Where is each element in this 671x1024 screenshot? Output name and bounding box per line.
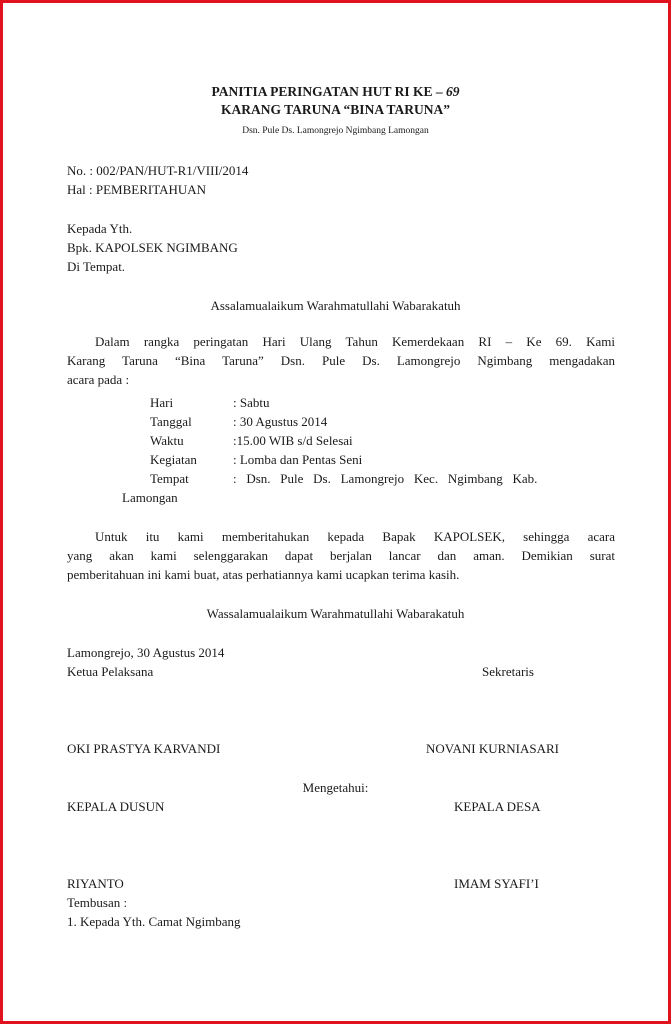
- detail-place-continued: Lamongan: [122, 490, 178, 505]
- paragraph-1-line-2: Karang Taruna “Bina Taruna” Dsn. Pule Ds. Lamongrejo Ngimbang mengadakan: [67, 353, 615, 368]
- detail-value-time: :15.00 WIB s/d Selesai: [233, 433, 353, 448]
- closing-greeting: Wassalamualaikum Warahmatullahi Wabarakatuh: [206, 606, 465, 621]
- paragraph-2-line-2: yang akan kami selenggarakan dapat berjalan lancar dan aman. Demikian surat: [67, 548, 615, 563]
- signature-left-name: OKI PRASTYA KARVANDI: [67, 741, 221, 756]
- detail-label-date: Tanggal: [150, 414, 192, 429]
- letter-title: [0, 84, 671, 100]
- letter-title-prefix: PANITIA PERINGATAN HUT RI KE –: [211, 84, 447, 99]
- paragraph-2-line-3: pemberitahuan ini kami buat, atas perhatiannya kami ucapkan terima kasih.: [67, 567, 460, 582]
- detail-value-activity: : Lomba dan Pentas Seni: [233, 452, 363, 467]
- letter-subtitle: KARANG TARUNA “BINA TARUNA”: [221, 102, 450, 117]
- signature-left-role: Ketua Pelaksana: [67, 664, 154, 679]
- paragraph-1-line-3: acara pada :: [67, 372, 130, 387]
- recipient-line-1: Kepada Yth.: [67, 221, 133, 236]
- recipient-line-3: Di Tempat.: [67, 259, 126, 274]
- detail-label-day: Hari: [150, 395, 174, 410]
- paragraph-1-line-1: Dalam rangka peringatan Hari Ulang Tahun Kemerdekaan RI – Ke 69. Kami: [95, 334, 615, 349]
- signature-right-role: Sekretaris: [482, 664, 534, 679]
- detail-value-place: : Dsn. Pule Ds. Lamongrejo Kec. Ngimbang Kab.: [233, 471, 538, 486]
- opening-greeting: Assalamualaikum Warahmatullahi Wabarakatuh: [210, 298, 461, 313]
- detail-label-time: Waktu: [150, 433, 184, 448]
- recipient-line-2: Bpk. KAPOLSEK NGIMBANG: [67, 240, 238, 255]
- letter-number: No. : 002/PAN/HUT-R1/VIII/2014: [67, 163, 249, 178]
- place-and-date: Lamongrejo, 30 Agustus 2014: [67, 645, 225, 660]
- signature-left-name-2: RIYANTO: [67, 876, 124, 891]
- paragraph-2-line-1: Untuk itu kami memberitahukan kepada Bapak KAPOLSEK, sehingga acara: [95, 529, 615, 544]
- detail-label-activity: Kegiatan: [150, 452, 197, 467]
- detail-value-date: : 30 Agustus 2014: [233, 414, 328, 429]
- cc-label: Tembusan :: [67, 895, 128, 910]
- signature-right-name: NOVANI KURNIASARI: [426, 741, 560, 756]
- letter-title-number: 69: [446, 84, 460, 99]
- signature-right-name-2: IMAM SYAFI’I: [454, 876, 539, 891]
- signature-left-role-2: KEPALA DUSUN: [67, 799, 165, 814]
- signature-right-role-2: KEPALA DESA: [454, 799, 541, 814]
- cc-item-1: 1. Kepada Yth. Camat Ngimbang: [67, 914, 241, 929]
- letter-address: Dsn. Pule Ds. Lamongrejo Ngimbang Lamongan: [242, 126, 429, 136]
- letter-subject: Hal : PEMBERITAHUAN: [67, 182, 207, 197]
- detail-label-place: Tempat: [150, 471, 189, 486]
- acknowledged-label: Mengetahui:: [302, 780, 369, 795]
- detail-value-day: : Sabtu: [233, 395, 270, 410]
